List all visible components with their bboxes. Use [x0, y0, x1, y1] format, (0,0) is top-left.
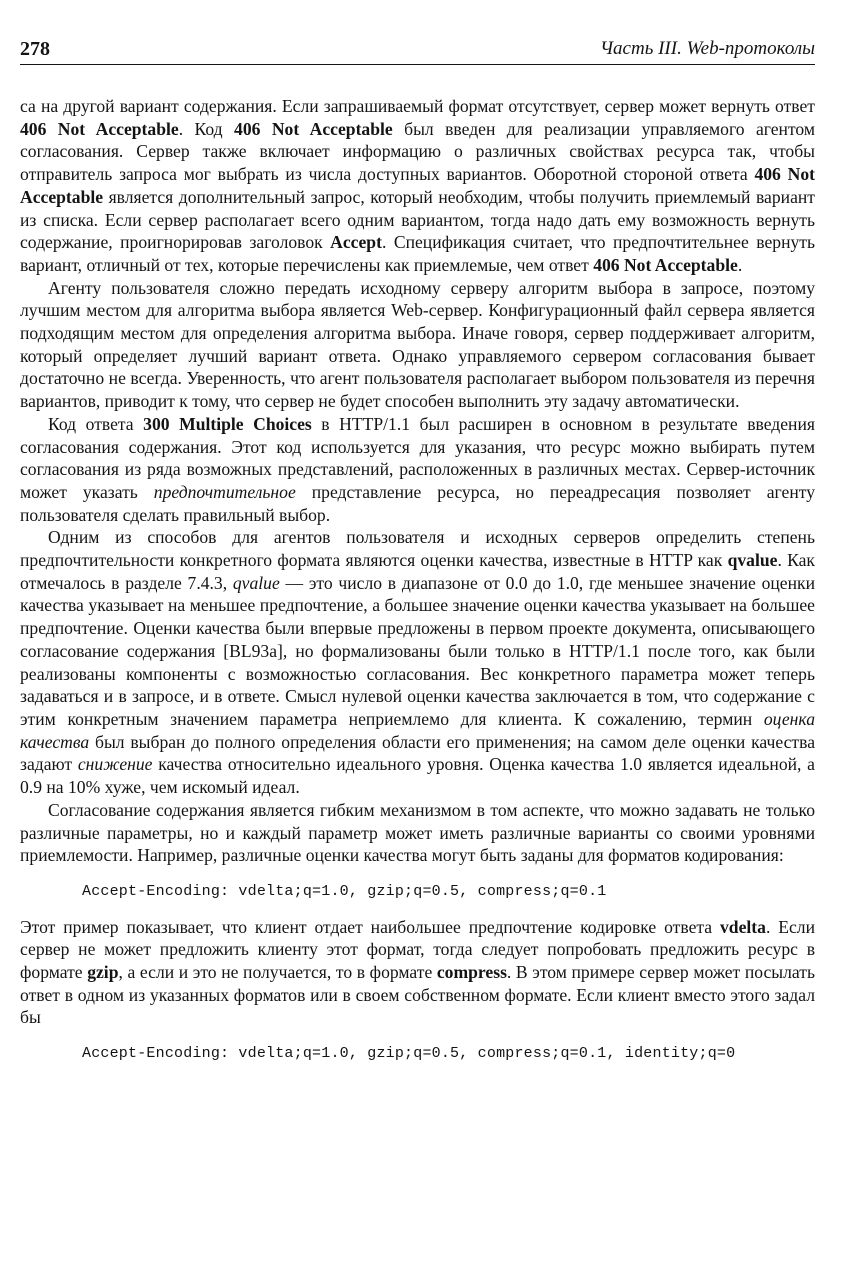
emphasis-term: оценка качества — [20, 708, 815, 752]
paragraph-5: Согласование содержания является гибким механизмом в том аспекте, что можно задавать не только различные параметры, но и каждый параметр может иметь различные варианты со своими уровнями приемлемости. Например, различные оценки качества могут быть заданы для форматов кодирования: — [20, 799, 815, 866]
header-name-accept: Accept — [330, 232, 382, 253]
status-code-300: 300 Multiple Choices — [143, 413, 312, 434]
encoding-name: vdelta — [720, 916, 766, 937]
paragraph-4: Одним из способов для агентов пользователя и исходных серверов определить степень предпочтительности конкретного формата являются оценки качества, известные в HTTP как qvalue. Как отмечалось в разделе 7.4.3, qvalue — это число в диапазоне от 0.0 до 1.0, где меньшее значение оценки качества указывает на меньшее предпочтение, а большее значение оценки качества указывает на большее предпочтение. Оценки качества были впервые предложены в первом проекте документа, описывающего согласование содержания [BL93a], но формализованы были только в HTTP/1.1 после того, как были реализованы компоненты с возможностью согласования. Вес конкретного параметра может теперь задаваться и в запросе, и в ответе. Смысл нулевой оценки качества заключается в том, что содержание с этим конкретным значением параметра неприемлемо для клиента. К сожалению, термин оценка качества был выбран до полного определения области его применения; на самом деле оценки качества задают снижение качества относительно идеального уровня. Оценка качества 1.0 является идеальной, а 0.9 на 10% хуже, чем искомый идеал. — [20, 527, 815, 798]
paragraph-1: са на другой вариант содержания. Если запрашиваемый формат отсутствует, сервер может вернуть ответ 406 Not Acceptable. Код 406 Not Acceptable был введен для реализации управляемого агентом согласования. Сервер также включает информацию о различных свойствах ресурса так, чтобы отправитель запроса мог выбрать из числа доступных вариантов. Оборотной стороной ответа 406 Not Acceptable является дополнительный запрос, который необходим, чтобы получить приемлемый вариант из списка. Если сервер располагает всего одним вариантом, тогда надо дать ему возможность вернуть содержание, проигнорировав заголовок Accept. Спецификация считает, что предпочтительнее вернуть вариант, отличный от тех, которые перечислены как приемлемые, чем ответ 406 Not Acceptable. — [20, 96, 816, 275]
code-example-1: Accept-Encoding: vdelta;q=1.0, gzip;q=0.5, compress;q=0.1 — [82, 882, 607, 900]
page-body — [20, 95, 815, 1078]
status-code-406: 406 Not Acceptable — [234, 118, 393, 139]
status-code-406: 406 Not Acceptable — [593, 254, 738, 275]
paragraph-3: Код ответа 300 Multiple Choices в HTTP/1.1 был расширен в основном в результате введения согласования содержания. Этот код используется для указания, что ресурс можно выбирать путем согласования из ряда возможных представлений, расположенных в различных местах. Сервер-источник может указать предпочтительное представление ресурса, но переадресация позволяет агенту пользователя сделать правильный выбор. — [20, 413, 815, 525]
emphasis-term: qvalue — [232, 572, 280, 593]
paragraph-2: Агенту пользователя сложно передать исходному серверу алгоритм выбора в запросе, поэтому лучшим местом для алгоритма выбора является Web-сервер. Конфигурационный файл сервера является подходящим местом для определения алгоритма выбора. Иначе говоря, сервер поддерживает алгоритм, который определяет лучший вариант ответа. Однако управляемого сервером согласования бывает достаточно не всегда. Уверенность, что агент пользователя располагает выбором пользователя из перечня вариантов, приводит к тому, что сервер не будет способен выполнить эту задачу автоматически. — [20, 277, 815, 412]
encoding-name: gzip — [87, 962, 119, 983]
page-header — [20, 38, 815, 65]
status-code-406: 406 Not Acceptable — [20, 164, 815, 207]
status-code-406: 406 Not Acceptable — [20, 118, 179, 139]
encoding-name: compress — [436, 962, 507, 983]
code-example-2: Accept-Encoding: vdelta;q=1.0, gzip;q=0.5, compress;q=0.1, identity;q=0 — [82, 1045, 736, 1063]
running-title: Часть III. Web-протоколы — [599, 38, 815, 59]
page-number: 278 — [20, 38, 50, 60]
paragraph-6: Этот пример показывает, что клиент отдает наибольшее предпочтение кодировке ответа vdelta. Если сервер не может предложить клиенту этот формат, тогда следует попробовать предложить ресурс в формате gzip, а если и это не получается, то в формате compress. В этом примере сервер может посылать ответ в одном из указанных форматов или в своем собственном формате. Если клиент вместо этого задал бы — [20, 916, 815, 1028]
emphasis-term: предпочтительное — [153, 481, 296, 502]
emphasis-term: снижение — [77, 754, 153, 775]
term-qvalue: qvalue — [727, 550, 778, 571]
